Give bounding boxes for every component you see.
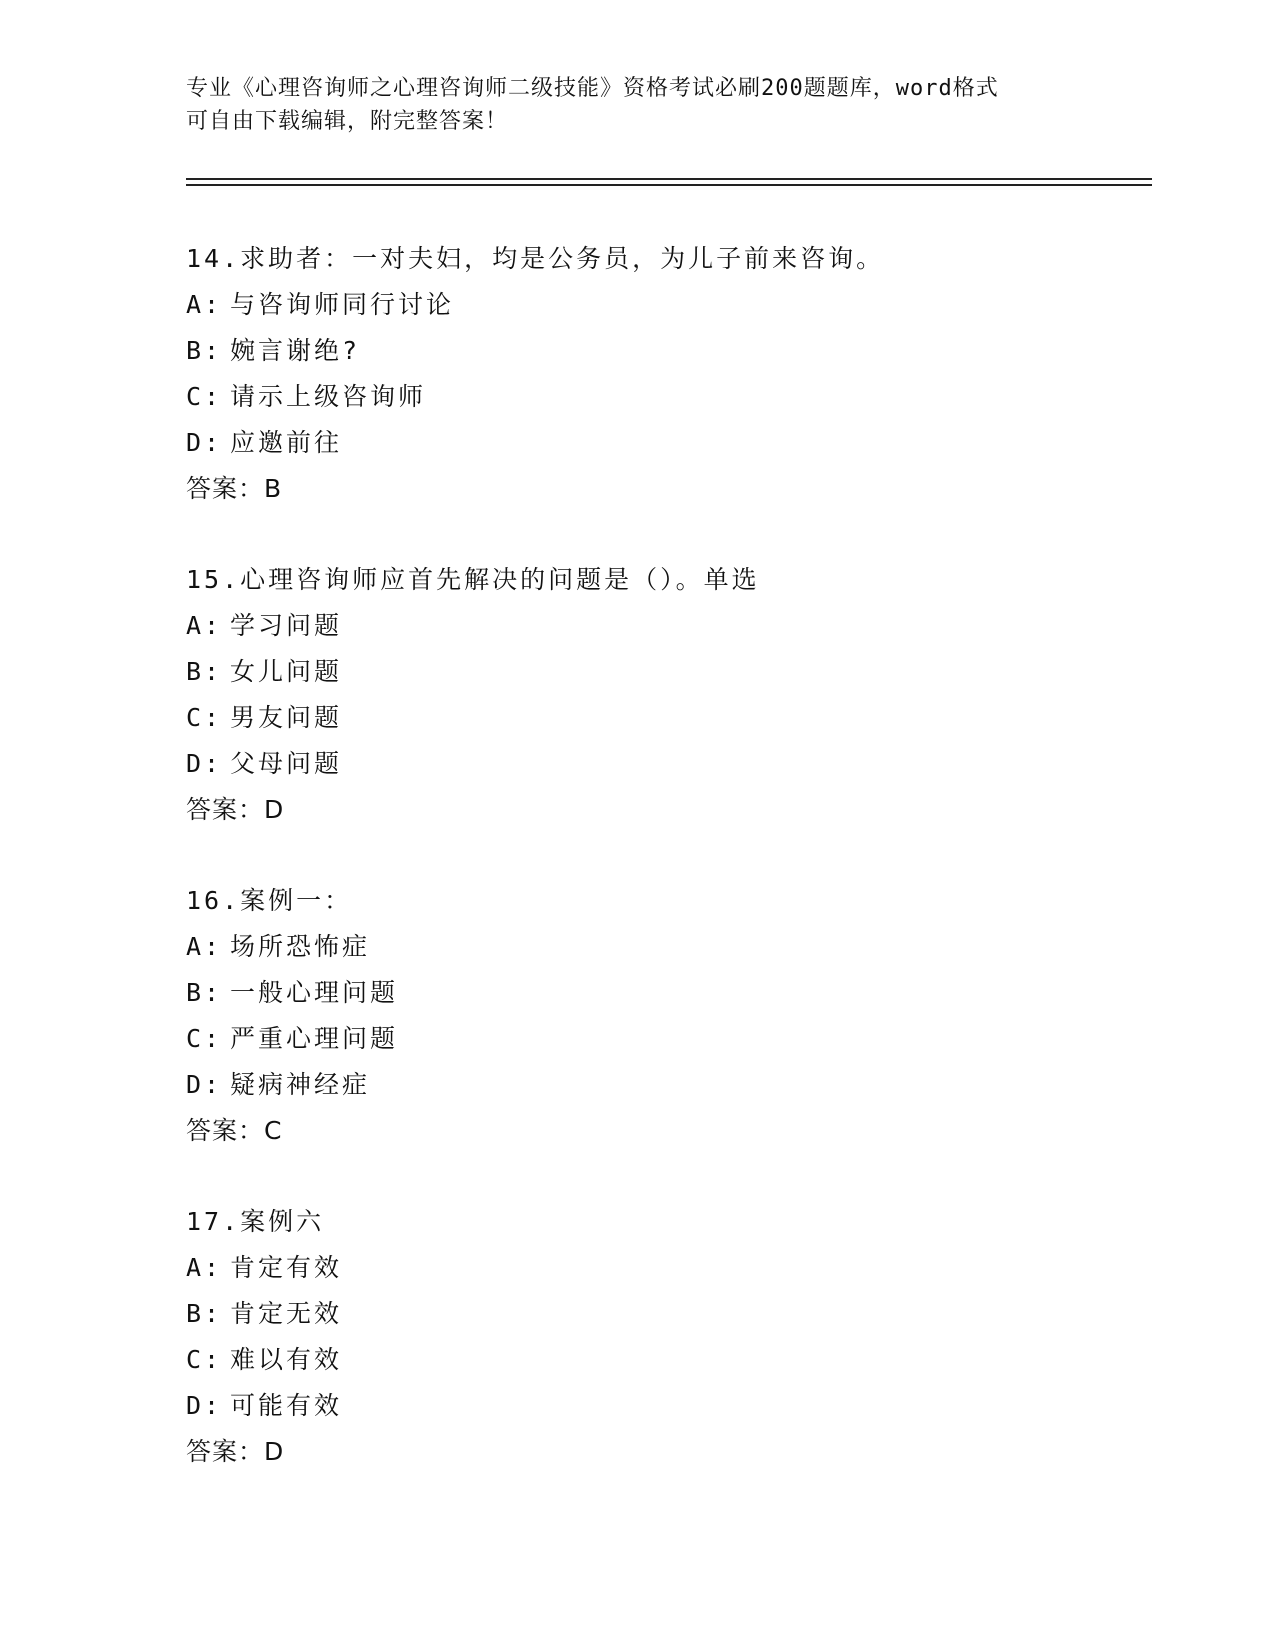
option-letter: B: <box>186 657 223 686</box>
option-text: 女儿问题 <box>230 657 343 686</box>
option-text: 父母问题 <box>230 749 343 778</box>
option-letter: B: <box>186 336 223 365</box>
question-17 <box>186 1199 1146 1475</box>
option-b <box>186 649 1146 695</box>
option-text: 与咨询师同行讨论 <box>230 290 455 319</box>
option-d <box>186 741 1146 787</box>
option-d <box>186 1062 1146 1108</box>
option-letter: B: <box>186 1299 223 1328</box>
option-letter: D: <box>186 1391 223 1420</box>
option-c <box>186 695 1146 741</box>
answer-line: 答案：D <box>186 795 285 824</box>
option-letter: D: <box>186 428 223 457</box>
document-header <box>186 72 1086 138</box>
option-letter: C: <box>186 703 223 732</box>
option-d <box>186 1383 1146 1429</box>
option-c <box>186 1337 1146 1383</box>
question-stem: 16.案例一： <box>186 886 353 915</box>
answer-line: 答案：D <box>186 1437 285 1466</box>
question-stem: 15.心理咨询师应首先解决的问题是（）。单选 <box>186 565 760 594</box>
question-14 <box>186 236 1146 512</box>
question-stem: 17.案例六 <box>186 1207 325 1236</box>
option-text: 场所恐怖症 <box>230 932 371 961</box>
question-16 <box>186 878 1146 1154</box>
option-text: 学习问题 <box>230 611 343 640</box>
option-d <box>186 420 1146 466</box>
option-text: 疑病神经症 <box>230 1070 371 1099</box>
option-text: 肯定有效 <box>230 1253 343 1282</box>
option-text: 严重心理问题 <box>230 1024 399 1053</box>
option-text: 应邀前往 <box>230 428 343 457</box>
option-text: 肯定无效 <box>230 1299 343 1328</box>
option-letter: A: <box>186 611 223 640</box>
answer-line: 答案：C <box>186 1116 283 1145</box>
question-list <box>186 236 1146 1520</box>
header-title-line-1: 专业《心理咨询师之心理咨询师二级技能》资格考试必刷200题题库，word格式 <box>186 76 999 101</box>
option-text: 可能有效 <box>230 1391 343 1420</box>
option-letter: A: <box>186 1253 223 1282</box>
option-b <box>186 328 1146 374</box>
option-a <box>186 603 1146 649</box>
option-a <box>186 282 1146 328</box>
option-text: 请示上级咨询师 <box>230 382 427 411</box>
option-letter: A: <box>186 932 223 961</box>
option-letter: A: <box>186 290 223 319</box>
option-letter: C: <box>186 1345 223 1374</box>
option-a <box>186 924 1146 970</box>
option-letter: C: <box>186 1024 223 1053</box>
option-text: 男友问题 <box>230 703 343 732</box>
question-stem: 14.求助者：一对夫妇，均是公务员，为儿子前来咨询。 <box>186 244 885 273</box>
header-title-line-2: 可自由下载编辑，附完整答案！ <box>186 109 509 134</box>
option-letter: B: <box>186 978 223 1007</box>
question-15 <box>186 557 1146 833</box>
option-text: 一般心理问题 <box>230 978 399 1007</box>
answer-line: 答案：B <box>186 474 283 503</box>
option-letter: D: <box>186 1070 223 1099</box>
option-a <box>186 1245 1146 1291</box>
header-divider-top <box>186 178 1152 180</box>
option-b <box>186 1291 1146 1337</box>
option-text: 难以有效 <box>230 1345 343 1374</box>
option-text: 婉言谢绝? <box>230 336 361 365</box>
option-c <box>186 1016 1146 1062</box>
option-b <box>186 970 1146 1016</box>
option-letter: C: <box>186 382 223 411</box>
option-letter: D: <box>186 749 223 778</box>
header-divider-bottom <box>186 184 1152 186</box>
option-c <box>186 374 1146 420</box>
